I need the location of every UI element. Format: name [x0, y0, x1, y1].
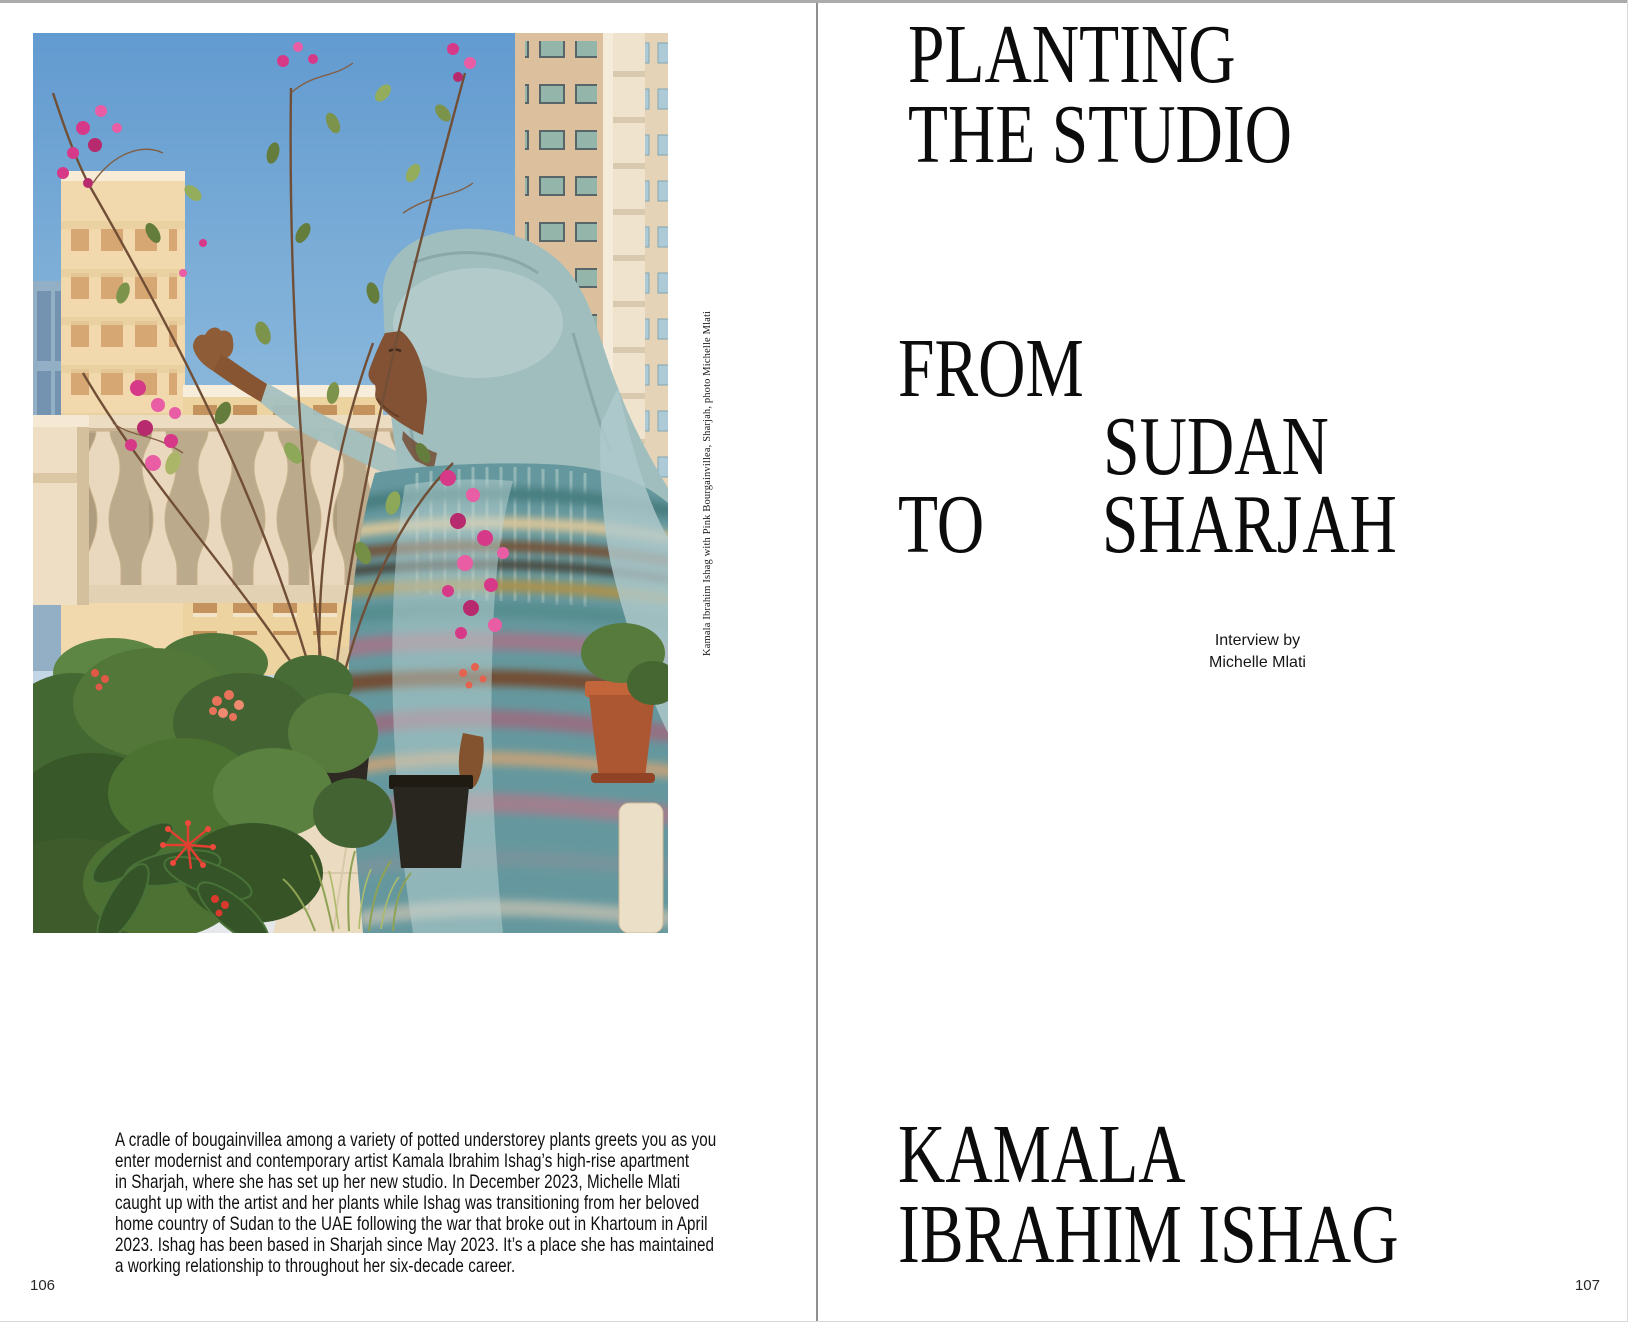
page-number-right: 107 — [1574, 1277, 1600, 1294]
article-subtitle — [898, 322, 1397, 571]
byline-label: Interview by — [1214, 632, 1301, 649]
intro-line: caught up with the artist and her plants while Ishag was transitioning from her beloved — [115, 1192, 700, 1214]
byline-author: Michelle Mlati — [1209, 653, 1306, 671]
article-title-line: PLANTING — [908, 8, 1236, 101]
page-fold-divider — [816, 3, 818, 1321]
intro-line: A cradle of bougainvillea among a variety of potted understorey plants greets you as you — [115, 1129, 717, 1151]
subtitle-sharjah: SHARJAH — [1101, 478, 1397, 571]
intro-line: in Sharjah, where she has set up her new studio. In December 2023, Michelle Mlati — [115, 1171, 681, 1193]
byline — [1180, 630, 1335, 673]
page-number-left: 106 — [30, 1277, 56, 1294]
article-title — [908, 8, 1292, 181]
subtitle-sudan: SUDAN — [1103, 400, 1329, 493]
artist-name-line: KAMALA — [898, 1108, 1186, 1201]
artist-name — [898, 1108, 1399, 1281]
artist-name-line: IBRAHIM ISHAG — [898, 1188, 1399, 1281]
article-title-line: THE STUDIO — [908, 88, 1292, 181]
intro-line: 2023. Ishag has been based in Sharjah since May 2023. It’s a place she has maintained — [115, 1234, 715, 1256]
window-top-edge — [0, 0, 1627, 3]
intro-line: home country of Sudan to the UAE following the war that broke out in Khartoum in April — [115, 1213, 708, 1235]
intro-line: enter modernist and contemporary artist Kamala Ibrahim Ishag’s high-rise apartment — [115, 1150, 690, 1172]
intro-line: a working relationship to throughout her six-decade career. — [115, 1255, 516, 1277]
intro-paragraph — [115, 1130, 739, 1277]
photo-caption: Kamala Ibrahim Ishag with Pink Bourgainvillea, Sharjah, photo Michelle Mlati — [702, 310, 713, 656]
balcony-photo — [33, 33, 668, 933]
subtitle-from: FROM — [898, 322, 1084, 415]
subtitle-to: TO — [898, 478, 985, 571]
